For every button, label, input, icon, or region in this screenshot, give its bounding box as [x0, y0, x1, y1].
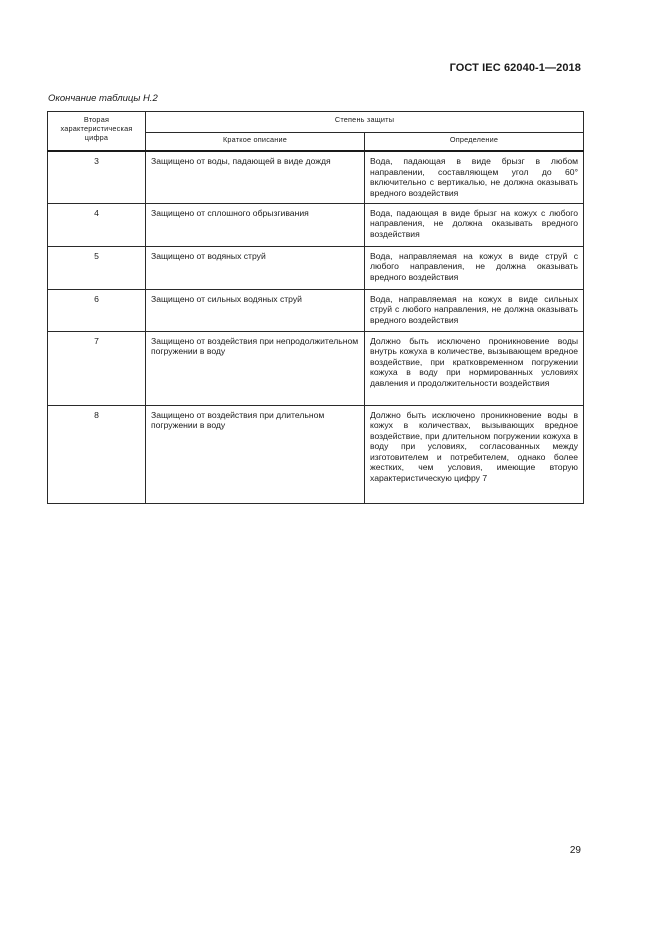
row-definition: Должно быть исключено проникновение воды внутрь кожуха в количестве, вызывающем вредное воздействие, при кратковременном погружении кожуха в воду при нормированных условиях давления и продолжительности воздействия — [365, 331, 584, 405]
header-protection-degree: Степень защиты — [146, 112, 584, 133]
table-caption: Окончание таблицы Н.2 — [48, 93, 158, 104]
row-digit: 6 — [48, 289, 146, 331]
header-short-description: Краткое описание — [146, 133, 365, 152]
row-definition: Вода, направляемая на кожух в виде струй с любого направления, не должна оказывать вредного воздействия — [365, 246, 584, 289]
row-short-description: Защищено от сильных водяных струй — [146, 289, 365, 331]
table-row — [48, 203, 584, 246]
row-digit: 3 — [48, 151, 146, 203]
row-short-description: Защищено от воздействия при непродолжительном погружении в воду — [146, 331, 365, 405]
protection-table — [47, 111, 584, 504]
row-digit: 5 — [48, 246, 146, 289]
row-digit: 4 — [48, 203, 146, 246]
table-row — [48, 289, 584, 331]
row-short-description: Защищено от воды, падающей в виде дождя — [146, 151, 365, 203]
row-definition: Вода, направляемая на кожух в виде сильных струй с любого направления, не должна оказывать вредного воздействия — [365, 289, 584, 331]
row-digit: 8 — [48, 405, 146, 503]
row-definition: Вода, падающая в виде брызг в любом направлении, составляющем угол до 60° включительно с вертикалью, не должна оказывать вредного воздействия — [365, 151, 584, 203]
header-second-digit: Вторая характеристическая цифра — [48, 112, 146, 152]
row-definition: Вода, падающая в виде брызг на кожух с любого направления, не должна оказывать вредного воздействия — [365, 203, 584, 246]
document-code: ГОСТ IEC 62040-1—2018 — [449, 62, 581, 74]
table-row — [48, 151, 584, 203]
row-digit: 7 — [48, 331, 146, 405]
row-short-description: Защищено от сплошного обрызгивания — [146, 203, 365, 246]
header-definition: Определение — [365, 133, 584, 152]
row-short-description: Защищено от водяных струй — [146, 246, 365, 289]
row-short-description: Защищено от воздействия при длительном погружении в воду — [146, 405, 365, 503]
table-row — [48, 405, 584, 503]
table-header — [48, 112, 584, 152]
table-row — [48, 331, 584, 405]
table-row — [48, 246, 584, 289]
row-definition: Должно быть исключено проникновение воды в кожух в количествах, вызывающих вредное воздействие, при длительном погружении кожуха в воду при условиях, согласованных между изготовителем и потребителем, однако более жестких, чем условия, имеющие вторую характеристическую цифру 7 — [365, 405, 584, 503]
page-number: 29 — [569, 845, 581, 856]
